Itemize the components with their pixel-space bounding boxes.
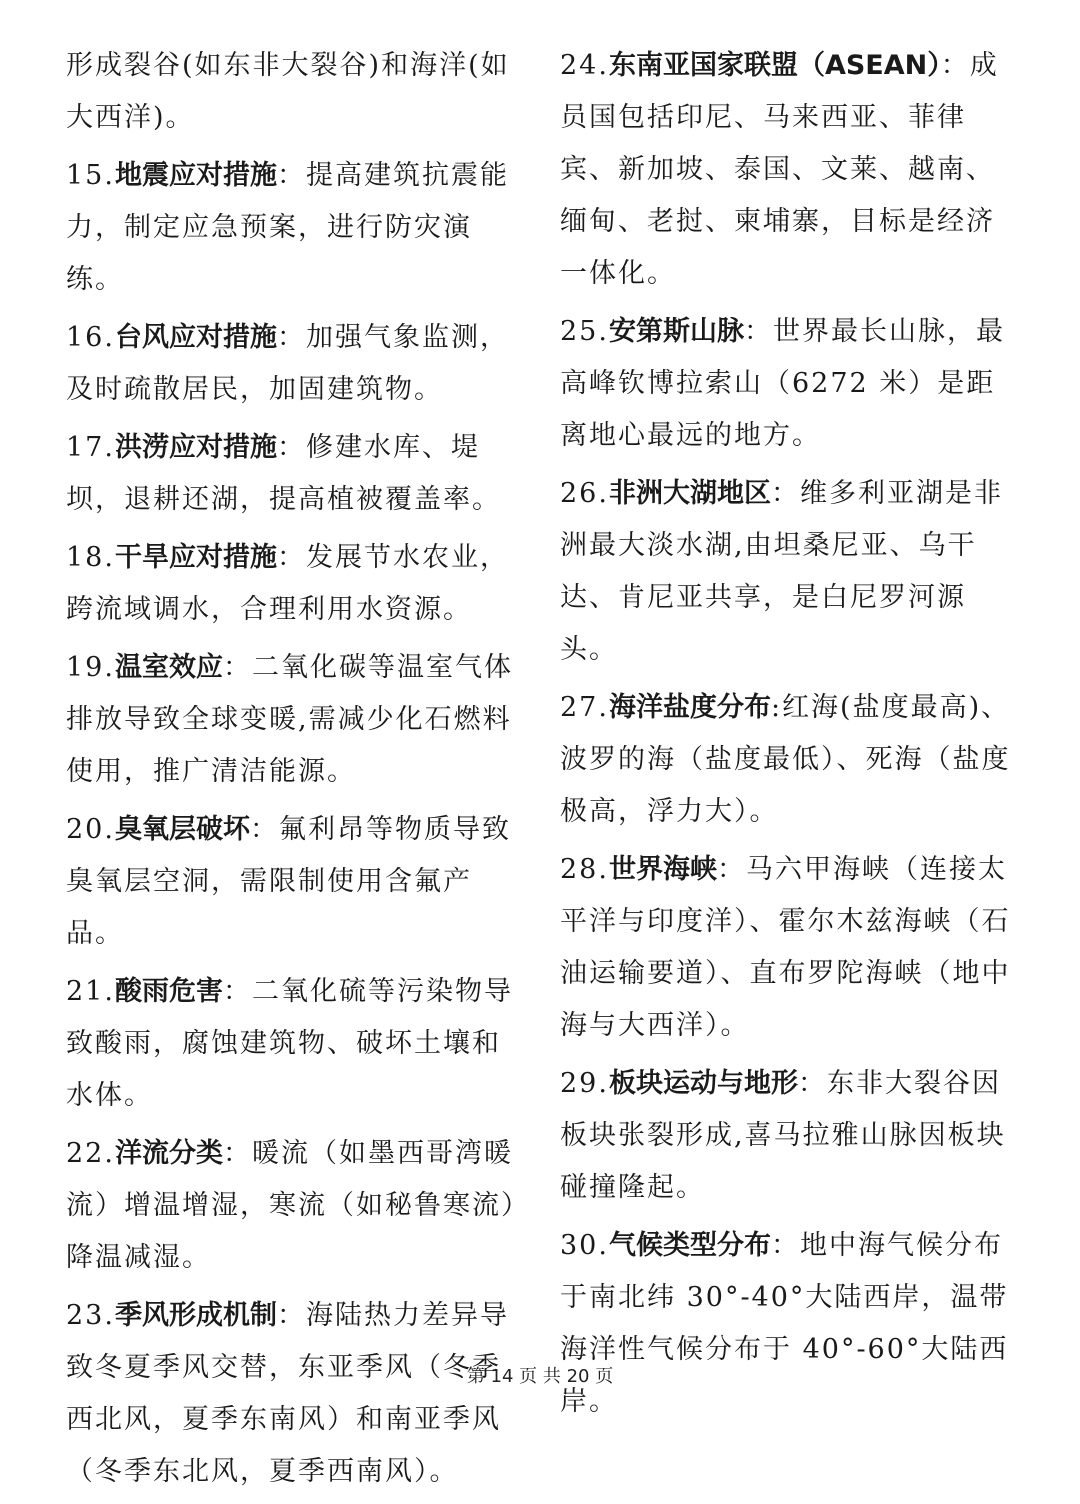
item-number: 15. [66, 160, 115, 191]
item-body: 加强气象监测，及时疏散居民，加固建筑物。 [66, 322, 509, 405]
item-body: 海陆热力差异导致冬夏季风交替，东亚季风（冬季西北风，夏季东南风）和南亚季风（冬季东北风，夏季西南风）。 [66, 1300, 509, 1487]
list-item [560, 40, 1020, 300]
item-title: 海洋盐度分布 [608, 692, 771, 723]
item-separator: ： [276, 542, 306, 573]
list-item [66, 642, 526, 798]
list-item [560, 682, 1020, 838]
item-number: 17. [66, 432, 115, 463]
item-title: 世界海峡 [608, 854, 717, 885]
item-title: 洪涝应对措施 [114, 432, 277, 463]
list-item [560, 1220, 1020, 1428]
list-item [66, 804, 526, 960]
list-item [66, 1128, 526, 1284]
item-separator: ： [770, 1230, 800, 1261]
item-body: 东非大裂谷因板块张裂形成,喜马拉雅山脉因板块碰撞隆起。 [560, 1068, 1006, 1203]
item-number: 20. [66, 814, 115, 845]
list-item [66, 312, 526, 416]
item-number: 22. [66, 1138, 115, 1169]
page-footer: 第 14 页 共 20 页 [466, 1366, 614, 1387]
item-number: 21. [66, 976, 115, 1007]
item-separator: ： [276, 322, 306, 353]
item-separator: ： [743, 316, 773, 347]
item-body: 氟利昂等物质导致臭氧层空洞，需限制使用含氟产品。 [66, 814, 511, 949]
list-item [66, 966, 526, 1122]
item-number: 23. [66, 1300, 115, 1331]
item-separator: : [770, 692, 783, 723]
item-number: 30. [560, 1230, 609, 1261]
item-body: 红海(盐度最高)、波罗的海（盐度最低）、死海（盐度极高，浮力大）。 [560, 692, 1011, 827]
item-separator: ： [276, 160, 306, 191]
item-body: 成员国包括印尼、马来西亚、菲律宾、新加坡、泰国、文莱、越南、缅甸、老挝、柬埔寨，目标是经济一体化。 [560, 50, 999, 289]
list-item [560, 844, 1020, 1052]
item-separator: ： [797, 1068, 827, 1099]
item-number: 27. [560, 692, 609, 723]
item-body: 世界最长山脉，最高峰钦博拉索山（6272 米）是距离地心最远的地方。 [560, 316, 1005, 451]
item-title: 季风形成机制 [114, 1300, 277, 1331]
item-body: 维多利亚湖是非洲最大淡水湖,由坦桑尼亚、乌干达、肯尼亚共享，是白尼罗河源头。 [560, 478, 1003, 665]
item-separator: ： [249, 814, 279, 845]
list-item [66, 150, 526, 306]
list-item [560, 306, 1020, 462]
item-title: 臭氧层破坏 [114, 814, 250, 845]
item-body: 二氧化碳等温室气体排放导致全球变暖,需减少化石燃料使用，推广清洁能源。 [66, 652, 513, 787]
list-item [66, 532, 526, 636]
item-title: 酸雨危害 [114, 976, 223, 1007]
item-body: 暖流（如墨西哥湾暖流）增温增湿，寒流（如秘鲁寒流）降温减湿。 [66, 1138, 517, 1273]
item-title: 台风应对措施 [114, 322, 277, 353]
item-number: 25. [560, 316, 609, 347]
item-title: 安第斯山脉 [608, 316, 744, 347]
item-title: 温室效应 [114, 652, 223, 683]
item-title: 干旱应对措施 [114, 542, 277, 573]
item-body: 发展节水农业，跨流域调水，合理利用水资源。 [66, 542, 509, 625]
item-number: 19. [66, 652, 115, 683]
item-separator: ： [222, 1138, 252, 1169]
item-title: 洋流分类 [114, 1138, 223, 1169]
item-title: 气候类型分布 [608, 1230, 771, 1261]
item-body: 地中海气候分布于南北纬 30°-40°大陆西岸，温带海洋性气候分布于 40°-60°大陆西岸。 [560, 1230, 1009, 1417]
item-number: 18. [66, 542, 115, 573]
item-separator: ： [940, 50, 970, 81]
item-number: 26. [560, 478, 609, 509]
item-number: 28. [560, 854, 609, 885]
item-body: 马六甲海峡（连接太平洋与印度洋）、霍尔木兹海峡（石油运输要道）、直布罗陀海峡（地中海与大西洋）。 [560, 854, 1011, 1041]
item-number: 29. [560, 1068, 609, 1099]
list-item [66, 1290, 526, 1498]
item-separator: ： [222, 652, 252, 683]
item-separator: ： [716, 854, 746, 885]
left-column [66, 40, 526, 1504]
item-title: 非洲大湖地区 [608, 478, 771, 509]
item-separator: ： [222, 976, 252, 1007]
list-item [560, 468, 1020, 676]
item-body: 提高建筑抗震能力，制定应急预案，进行防灾演练。 [66, 160, 509, 295]
item-body: 修建水库、堤坝，退耕还湖，提高植被覆盖率。 [66, 432, 501, 515]
right-column [560, 40, 1020, 1434]
item-body: 二氧化硫等污染物导致酸雨，腐蚀建筑物、破坏土壤和水体。 [66, 976, 513, 1111]
list-item [66, 422, 526, 526]
item-title: 板块运动与地形 [608, 1068, 798, 1099]
item-number: 16. [66, 322, 115, 353]
item-title: 地震应对措施 [114, 160, 277, 191]
item-separator: ： [770, 478, 800, 509]
item-separator: ： [276, 1300, 306, 1331]
item-separator: ： [276, 432, 306, 463]
list-item [560, 1058, 1020, 1214]
item-number: 24. [560, 50, 609, 81]
item-title: 东南亚国家联盟（ASEAN） [608, 50, 941, 81]
continuation-text: 形成裂谷(如东非大裂谷)和海洋(如大西洋)。 [66, 50, 510, 133]
